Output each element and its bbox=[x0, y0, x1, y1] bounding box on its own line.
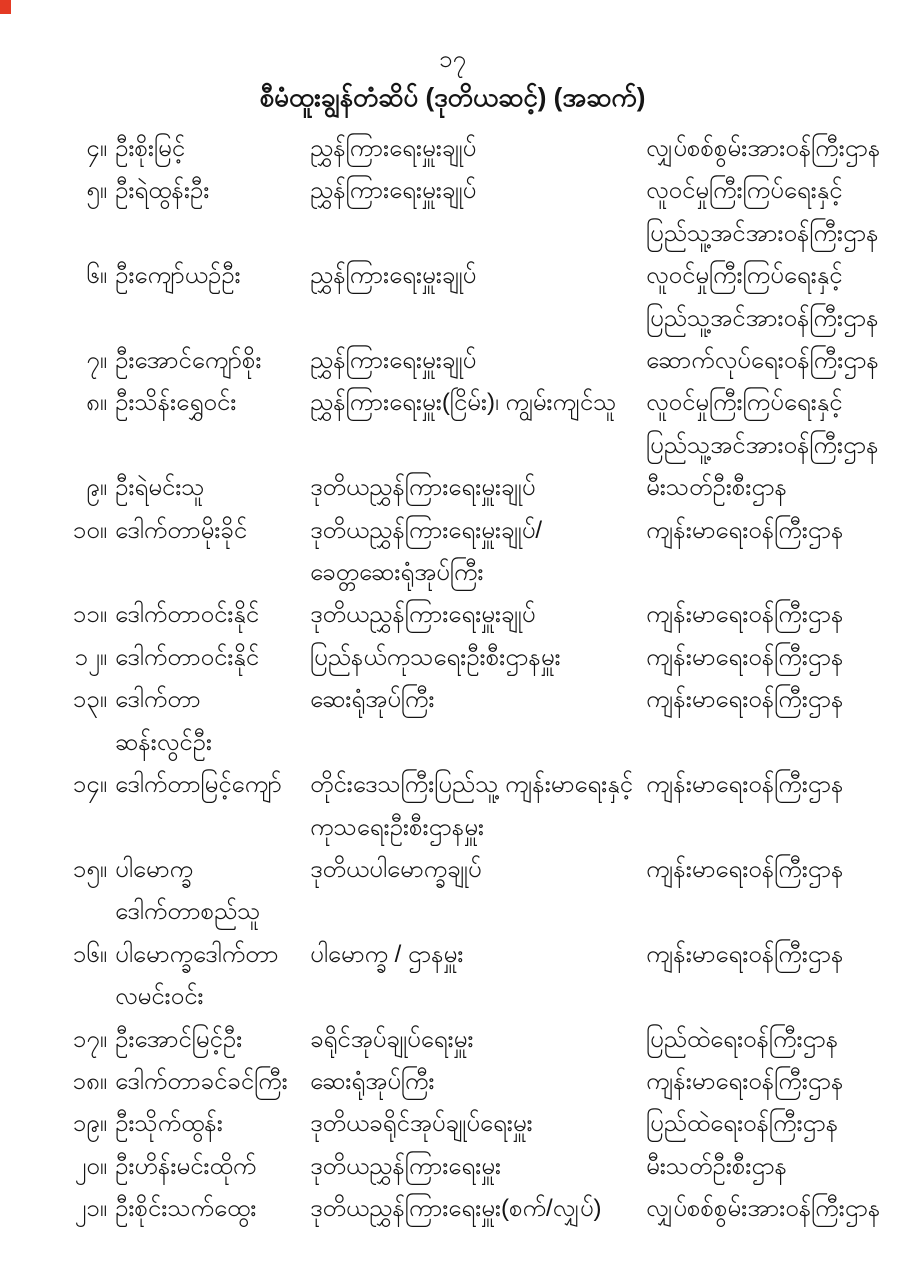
table-row bbox=[0, 934, 905, 1019]
table-row bbox=[0, 764, 905, 849]
entry-name bbox=[115, 934, 303, 1019]
entry-position bbox=[310, 1188, 642, 1230]
entry-department-line: ကျန်းမာရေးဝန်ကြီးဌာန bbox=[646, 643, 844, 671]
entry-department bbox=[646, 1188, 904, 1230]
entry-department-line: လျှပ်စစ်စွမ်းအားဝန်ကြီးဌာန bbox=[646, 1195, 881, 1223]
entry-position bbox=[310, 1019, 642, 1061]
corner-mark bbox=[0, 0, 11, 14]
entry-name bbox=[115, 510, 303, 552]
entry-name bbox=[115, 1019, 303, 1061]
entry-name bbox=[115, 1103, 303, 1145]
entry-position-line: ဆေးရုံအုပ်ကြီး bbox=[310, 1067, 435, 1095]
entry-position bbox=[310, 1146, 642, 1188]
table-row bbox=[0, 170, 905, 255]
entry-name-line: ဦးစိုးမြင့် bbox=[115, 135, 186, 162]
entry-department-line: ပြည်သူ့အင်အားဝန်ကြီးဌာန bbox=[646, 304, 879, 332]
table-row bbox=[0, 382, 905, 467]
page-number: ၁၇ bbox=[439, 46, 466, 73]
entry-name-line: ဒေါက်တာခင်ခင်ကြီး bbox=[115, 1067, 288, 1095]
entry-name-line: ဦးသိုက်ထွန်း bbox=[115, 1110, 223, 1138]
entry-position bbox=[310, 934, 642, 976]
entry-department-line: မီးသတ်ဦးစီးဌာန bbox=[646, 1152, 787, 1180]
entry-department-line: ပြည်သူ့အင်အားဝန်ကြီးဌာန bbox=[646, 431, 879, 459]
entry-department bbox=[646, 1146, 904, 1188]
entry-department bbox=[646, 510, 904, 552]
entry-number: ၁၅။ bbox=[72, 855, 107, 883]
entry-name-line: ဒေါက်တာစည်သူ bbox=[115, 898, 261, 926]
entry-department bbox=[646, 170, 904, 255]
entry-department bbox=[646, 1019, 904, 1061]
entry-name-line: ပါမောက္ခ bbox=[115, 855, 193, 883]
entry-name-line: ဦးအောင်ကျော်စိုး bbox=[115, 347, 262, 375]
entry-number: ၄။ bbox=[86, 135, 107, 162]
entry-name bbox=[115, 1061, 303, 1103]
entry-position bbox=[310, 764, 642, 849]
table-row bbox=[0, 849, 905, 934]
entry-department bbox=[646, 255, 904, 340]
entry-name-line: ဦးကျော်ယဉ်ဦး bbox=[115, 262, 241, 290]
entry-department-line: ပြည်ထဲရေးဝန်ကြီးဌာန bbox=[646, 1110, 839, 1138]
entry-name-line: လမင်းဝင်း bbox=[115, 983, 204, 1011]
entry-department-line: လူဝင်မှုကြီးကြပ်ရေးနှင့် bbox=[646, 177, 843, 205]
entry-position-line: ညွှန်ကြားရေးမှူးချုပ် bbox=[310, 347, 477, 375]
entry-name-line: ဦးစိုင်းသက်ထွေး bbox=[115, 1195, 257, 1223]
entry-department-line: ပြည်ထဲရေးဝန်ကြီးဌာန bbox=[646, 1025, 839, 1053]
entry-number: ၁၄။ bbox=[72, 771, 107, 799]
entry-name bbox=[115, 679, 303, 764]
entry-department bbox=[646, 382, 904, 467]
entry-department-line: ကျန်းမာရေးဝန်ကြီးဌာန bbox=[646, 601, 844, 629]
entry-name bbox=[115, 849, 303, 934]
entry-number: ၁၆။ bbox=[72, 940, 107, 968]
recipient-list bbox=[0, 128, 905, 1231]
page-title: စီမံထူးချွန်တံဆိပ် (ဒုတိယဆင့်) (အဆက်) bbox=[259, 82, 646, 112]
entry-number: ၅။ bbox=[86, 177, 107, 205]
entry-number: ၆။ bbox=[86, 262, 107, 290]
entry-department-line: လျှပ်စစ်စွမ်းအားဝန်ကြီးဌာန bbox=[646, 135, 881, 162]
entry-department-line: ကျန်းမာရေးဝန်ကြီးဌာန bbox=[646, 686, 844, 714]
entry-name-line: ဒေါက်တာဝင်းနိုင် bbox=[115, 643, 260, 671]
entry-department bbox=[646, 1061, 904, 1103]
entry-position-line: တိုင်းဒေသကြီးပြည်သူ့ ကျန်းမာရေးနှင့် bbox=[310, 771, 633, 799]
entry-name-line: ဒေါက်တာမိုးခိုင် bbox=[115, 516, 248, 544]
entry-position bbox=[310, 170, 642, 212]
entry-department bbox=[646, 128, 904, 170]
entry-position bbox=[310, 849, 642, 891]
entry-department bbox=[646, 594, 904, 636]
entry-position-line: ဒုတိယပါမောက္ခချုပ် bbox=[310, 855, 482, 883]
entry-number: ၂၀။ bbox=[74, 1152, 107, 1180]
entry-position-line: ဒုတိယညွှန်ကြားရေးမှူး(စက်/လျှပ်) bbox=[310, 1195, 602, 1223]
entry-name-line: ဦးသိန်းရွှေဝင်း bbox=[115, 389, 237, 417]
entry-number: ၁၈။ bbox=[72, 1067, 107, 1095]
entry-position-line: ကုသရေးဦးစီးဌာနမှူး bbox=[310, 813, 484, 841]
entry-name-line: ဦးဟိန်းမင်းထိုက် bbox=[115, 1152, 257, 1180]
entry-department-line: ပြည်သူ့အင်အားဝန်ကြီးဌာန bbox=[646, 219, 879, 247]
table-row bbox=[0, 1103, 905, 1145]
entry-number: ၁၀။ bbox=[72, 516, 107, 544]
entry-department bbox=[646, 934, 904, 976]
entry-department bbox=[646, 637, 904, 679]
entry-position-line: ညွှန်ကြားရေးမှူးချုပ် bbox=[310, 262, 477, 290]
table-row bbox=[0, 637, 905, 679]
entry-department-line: ဆောက်လုပ်ရေးဝန်ကြီးဌာန bbox=[646, 347, 879, 375]
entry-position-line: ပြည်နယ်ကုသရေးဦးစီးဌာနမှူး bbox=[310, 643, 561, 671]
table-row bbox=[0, 467, 905, 509]
entry-position-line: ညွှန်ကြားရေးမှူး(ငြိမ်း)၊ ကျွမ်းကျင်သူ bbox=[310, 389, 617, 417]
entry-position-line: ညွှန်ကြားရေးမှူးချုပ် bbox=[310, 177, 477, 205]
table-row bbox=[0, 340, 905, 382]
entry-name bbox=[115, 637, 303, 679]
entry-name bbox=[115, 764, 303, 806]
entry-position-line: ခေတ္တဆေးရုံအုပ်ကြီး bbox=[310, 559, 484, 587]
table-row bbox=[0, 1188, 905, 1230]
entry-position-line: ဒုတိယခရိုင်အုပ်ချုပ်ရေးမှူး bbox=[310, 1110, 533, 1138]
entry-position bbox=[310, 510, 642, 595]
table-row bbox=[0, 510, 905, 595]
table-row bbox=[0, 594, 905, 636]
entry-name bbox=[115, 1188, 303, 1230]
entry-position bbox=[310, 340, 642, 382]
entry-name-line: ဒေါက်တာ bbox=[115, 686, 201, 714]
entry-name bbox=[115, 467, 303, 509]
entry-position bbox=[310, 467, 642, 509]
entry-number: ၁၂။ bbox=[74, 643, 107, 671]
entry-department bbox=[646, 467, 904, 509]
entry-position-line: ဒုတိယညွှန်ကြားရေးမှူးချုပ် bbox=[310, 601, 536, 629]
table-row bbox=[0, 1061, 905, 1103]
entry-name bbox=[115, 255, 303, 297]
entry-number: ၁၃။ bbox=[72, 686, 107, 714]
entry-department-line: ကျန်းမာရေးဝန်ကြီးဌာန bbox=[646, 516, 844, 544]
entry-position-line: ညွှန်ကြားရေးမှူးချုပ် bbox=[310, 135, 477, 162]
entry-position-line: ပါမောက္ခ / ဌာနမှူး bbox=[310, 940, 464, 968]
entry-name bbox=[115, 170, 303, 212]
entry-department bbox=[646, 764, 904, 806]
table-row bbox=[0, 128, 905, 170]
entry-position bbox=[310, 128, 642, 170]
table-row bbox=[0, 1019, 905, 1061]
entry-name bbox=[115, 594, 303, 636]
entry-name-line: ဒေါက်တာမြင့်ကျော် bbox=[115, 771, 282, 799]
entry-number: ၁၇။ bbox=[72, 1025, 107, 1053]
entry-department-line: လူဝင်မှုကြီးကြပ်ရေးနှင့် bbox=[646, 389, 843, 417]
entry-number: ၂၁။ bbox=[74, 1195, 107, 1223]
entry-name-line: ပါမောက္ခဒေါက်တာ bbox=[115, 940, 279, 968]
entry-department bbox=[646, 1103, 904, 1145]
entry-position-line: ဆေးရုံအုပ်ကြီး bbox=[310, 686, 435, 714]
entry-department bbox=[646, 849, 904, 891]
entry-number: ၇။ bbox=[86, 347, 107, 375]
entry-department-line: ကျန်းမာရေးဝန်ကြီးဌာန bbox=[646, 940, 844, 968]
entry-name bbox=[115, 1146, 303, 1188]
entry-position bbox=[310, 1103, 642, 1145]
entry-position bbox=[310, 679, 642, 721]
entry-name bbox=[115, 340, 303, 382]
entry-number: ၈။ bbox=[86, 389, 107, 417]
entry-number: ၉။ bbox=[86, 474, 107, 502]
entry-position bbox=[310, 255, 642, 297]
entry-department-line: ကျန်းမာရေးဝန်ကြီးဌာန bbox=[646, 771, 844, 799]
entry-position-line: ဒုတိယညွှန်ကြားရေးမှူးချုပ်/ bbox=[310, 516, 543, 544]
entry-name-line: ဆန်းလွင်ဦး bbox=[115, 728, 212, 756]
entry-position bbox=[310, 1061, 642, 1103]
entry-position-line: ဒုတိယညွှန်ကြားရေးမှူးချုပ် bbox=[310, 474, 536, 502]
entry-department-line: လူဝင်မှုကြီးကြပ်ရေးနှင့် bbox=[646, 262, 843, 290]
entry-number: ၁၉။ bbox=[72, 1110, 107, 1138]
entry-name-line: ဦးရဲထွန်းဦး bbox=[115, 177, 210, 205]
table-row bbox=[0, 255, 905, 340]
entry-name-line: ဦးအောင်မြင့်ဦး bbox=[115, 1025, 243, 1053]
entry-position bbox=[310, 594, 642, 636]
entry-number: ၁၁။ bbox=[72, 601, 107, 629]
entry-department bbox=[646, 340, 904, 382]
table-row bbox=[0, 1146, 905, 1188]
entry-name bbox=[115, 382, 303, 424]
entry-position bbox=[310, 382, 642, 424]
entry-name-line: ဒေါက်တာဝင်းနိုင် bbox=[115, 601, 260, 629]
entry-department-line: ကျန်းမာရေးဝန်ကြီးဌာန bbox=[646, 1067, 844, 1095]
entry-position-line: ဒုတိယညွှန်ကြားရေးမှူး bbox=[310, 1152, 501, 1180]
table-row bbox=[0, 679, 905, 764]
entry-position bbox=[310, 637, 642, 679]
entry-department bbox=[646, 679, 904, 721]
entry-name-line: ဦးရဲမင်းသူ bbox=[115, 474, 205, 502]
entry-department-line: မီးသတ်ဦးစီးဌာန bbox=[646, 474, 787, 502]
entry-position-line: ခရိုင်အုပ်ချုပ်ရေးမှူး bbox=[310, 1025, 474, 1053]
entry-department-line: ကျန်းမာရေးဝန်ကြီးဌာန bbox=[646, 855, 844, 883]
entry-name bbox=[115, 128, 303, 170]
